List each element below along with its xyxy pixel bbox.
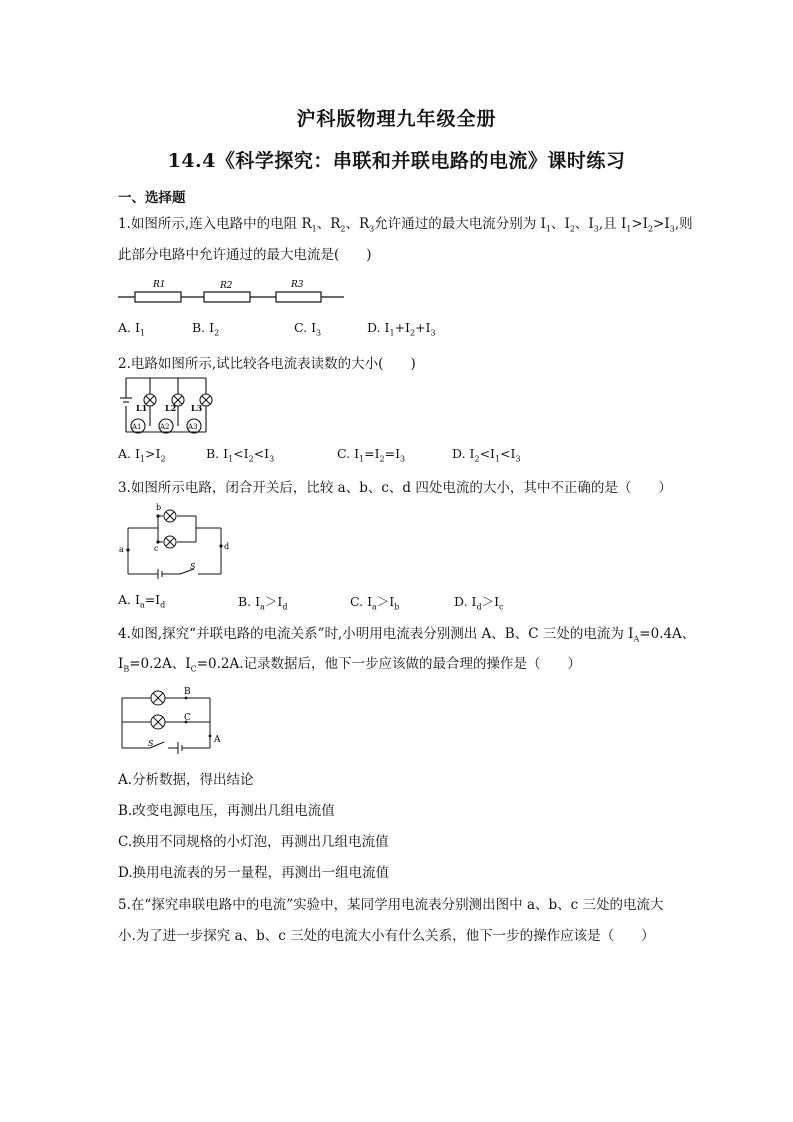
q2-option-b[interactable]: B. $I_1<I_2<I_3$ (206, 446, 275, 464)
q2-option-d[interactable]: D. $I_2<I_1<I_3$ (452, 446, 521, 464)
q1-option-d[interactable]: D. $I_1+I_2+I_3$ (367, 320, 436, 338)
ammeter-a1-label: A1 (132, 423, 142, 431)
point-a-label: a (119, 545, 124, 554)
q1-option-c[interactable]: C. $I_3$ (294, 320, 322, 338)
section-heading: 一、选择题 (118, 190, 186, 206)
q4-option-d[interactable]: D.换用电流表的另一量程，再测出一组电流值 (118, 865, 390, 881)
r1-label: R1 (153, 280, 166, 290)
q4-option-b[interactable]: B.改变电源电压，再测出几组电流值 (118, 803, 335, 819)
point-a-label: A (214, 735, 221, 745)
q4-option-c[interactable]: C.换用不同规格的小灯泡，再测出几组电流值 (118, 834, 389, 850)
lamp-l3-label: L3 (191, 403, 203, 413)
ammeter-a2-label: A2 (160, 423, 170, 431)
q1-option-a[interactable]: A. $I_1$ (118, 320, 146, 338)
switch-s-label: S (190, 562, 196, 571)
q1-option-b[interactable]: B. $I_2$ (192, 320, 220, 338)
parallel-circuit-abc-figure (118, 684, 233, 752)
point-b-label: b (156, 503, 162, 512)
q3-option-d[interactable]: D. $I_d>I_c$ (454, 594, 504, 612)
point-d-label: d (224, 542, 230, 551)
parallel-lamps-ammeters-figure (118, 374, 218, 440)
ammeter-a3-label: A3 (188, 423, 198, 431)
question-2-text: 2.电路如图所示,试比较各电流表读数的大小( ) (118, 356, 416, 372)
r2-label: R2 (220, 281, 233, 291)
q2-option-a[interactable]: A. $I_1>I_2$ (118, 446, 166, 464)
question-4-line-2: $I_B=0.2A$、$I_C=0.2A$.记录数据后，他下一步应该做的最合理的操作是（ ） (118, 656, 582, 674)
q3-option-a[interactable]: A. $I_a=I_d$ (118, 592, 166, 610)
question-1-line-2: 此部分电路中允许通过的最大电流是( ) (118, 247, 372, 263)
point-c-label: C (184, 713, 191, 723)
question-5-line-2: 小.为了进一步探究 a、b、c 三处的电流大小有什么关系，他下一步的操作应该是（ ） (118, 928, 655, 944)
page-subtitle: 14.4《科学探究：串联和并联电路的电流》课时练习 (167, 150, 626, 172)
point-c-label: c (154, 544, 159, 553)
point-b-label: B (184, 687, 191, 697)
q4-option-a[interactable]: A.分析数据，得出结论 (118, 772, 254, 788)
question-3-options (118, 592, 718, 612)
question-1-options (118, 320, 718, 340)
q3-option-c[interactable]: C. $I_a>I_b$ (350, 594, 400, 612)
switch-s-label: S (148, 739, 154, 748)
question-4-line-1: 4.如图,探究“并联电路的电流关系”时,小明用电流表分别测出 A、B、C 三处的电流为 $I_A=0.4A$、 (118, 626, 696, 644)
parallel-circuit-abcd-figure (118, 500, 230, 580)
question-3-text: 3.如图所示电路，闭合开关后，比较 a、b、c、d 四处电流的大小，其中不正确的是（ ） (118, 480, 672, 496)
question-1-line-1: 1.如图所示,连入电路中的电阻 $R_1$、$R_2$、$R_3$允许通过的最大电流分别为 $I_1$、$I_2$、$I_3$,且 $I_1>I_2>I_3$,则 (118, 216, 693, 234)
lamp-l1-label: L1 (136, 403, 148, 413)
q3-option-b[interactable]: B. $I_a>I_d$ (238, 594, 288, 612)
r3-label: R3 (291, 280, 304, 290)
question-5-line-1: 5.在“探究串联电路中的电流”实验中，某同学用电流表分别测出图中 a、b、c 三处的电流大 (118, 897, 664, 913)
q2-option-c[interactable]: C. $I_1=I_2=I_3$ (337, 446, 406, 464)
page-title: 沪科版物理九年级全册 (296, 108, 497, 130)
question-2-options (118, 446, 718, 466)
resistor-series-figure (118, 276, 348, 310)
lamp-l2-label: L2 (165, 403, 177, 413)
